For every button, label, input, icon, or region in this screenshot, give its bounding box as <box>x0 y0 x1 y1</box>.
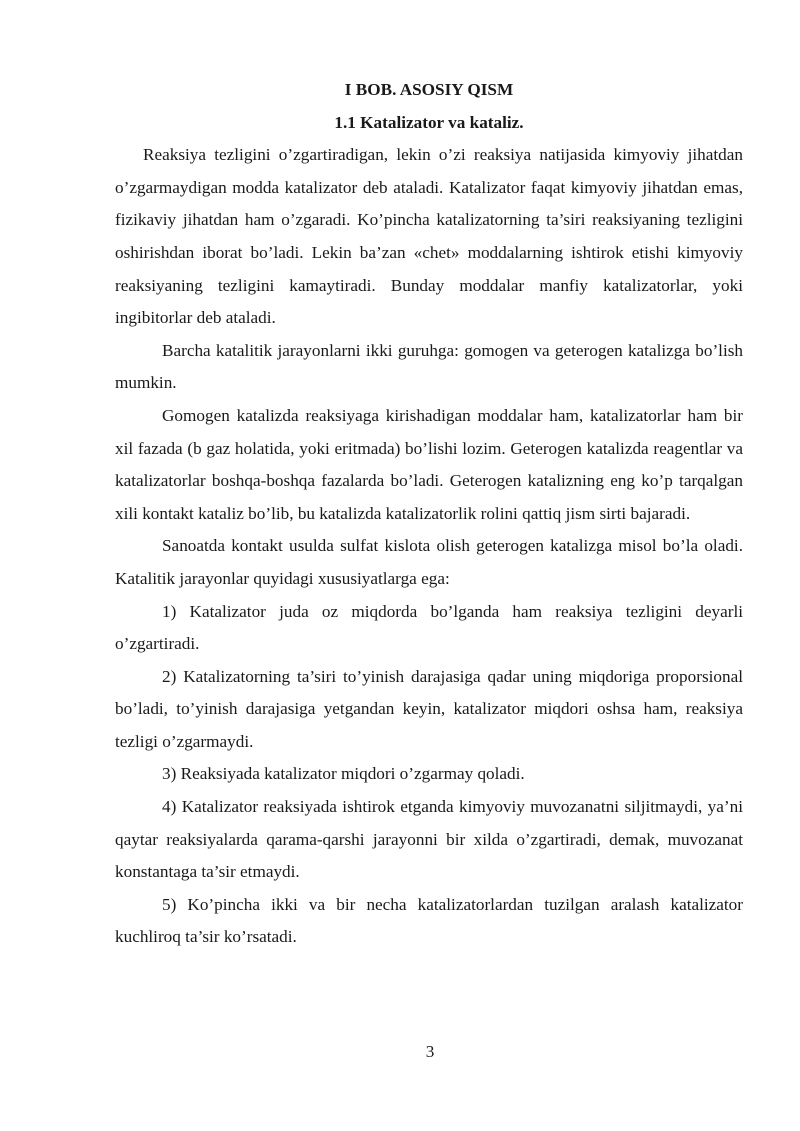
page-number: 3 <box>425 1042 435 1061</box>
list-item-property-5: 5) Ko’pincha ikki va bir necha katalizatorlardan tuzilgan aralash katalizator kuchliroq ta’sir ko’rsatadi. <box>115 894 743 947</box>
section-title: 1.1 Katalizator va kataliz. <box>334 112 524 132</box>
list-item-property-4: 4) Katalizator reaksiyada ishtirok etganda kimyoviy muvozanatni siljitmaydi, ya’ni qaytar reaksiyalarda qarama-qarshi jarayonni bir xilda o’zgartiradi, demak, muvozanat konstantaga ta’sir etmaydi. <box>115 797 743 882</box>
list-item-property-1: 1) Katalizator juda oz miqdorda bo’lganda ham reaksiya tezligini deyarli o’zgartiradi. <box>115 601 743 654</box>
page-content <box>115 74 743 954</box>
paragraph-catalysis-types: Barcha katalitik jarayonlarni ikki guruhga: gomogen va geterogen katalizga bo’lish mumkin. <box>115 340 743 393</box>
list-item-property-3: 3) Reaksiyada katalizator miqdori o’zgarmay qoladi. <box>162 764 525 784</box>
paragraph-homogeneous-heterogeneous: Gomogen katalizda reaksiyaga kirishadigan moddalar ham, katalizatorlar ham bir xil fazada (b gaz holatida, yoki eritmada) bo’lishi lozim. Geterogen katalizda reagentlar va katalizatorlar boshqa-boshqa fazalarda bo’ladi. Geterogen katalizning eng ko’p tarqalgan xili kontakt kataliz bo’lib, bu katalizda katalizatorlik rolini qattiq jism sirti bajaradi. <box>115 405 743 523</box>
paragraph-sulfuric-acid-example: Sanoatda kontakt usulda sulfat kislota olish geterogen katalizga misol bo’la oladi. Katalitik jarayonlar quyidagi xususiyatlarga ega: <box>115 536 743 588</box>
chapter-title: I BOB. ASOSIY QISM <box>344 80 514 99</box>
list-item-property-2: 2) Katalizatorning ta’siri to’yinish darajasiga qadar uning miqdoriga proporsional bo’ladi, to’yinish darajasiga yetgandan keyin, katalizator miqdori oshsa ham, reaksiya tezligi o’zgarmaydi. <box>115 666 743 751</box>
paragraph-catalyst-definition: Reaksiya tezligini o’zgartiradigan, lekin o’zi reaksiya natijasida kimyoviy jihatdan o’zgarmaydigan modda katalizator deb ataladi. Katalizator faqat kimyoviy jihatdan emas, fizikaviy jihatdan ham o’zgaradi. Ko’pincha katalizatorning ta’siri reaksiyaning tezligini oshirishdan iborat bo’ladi. Lekin ba’zan «chet» moddalarning ishtirok etishi kimyoviy reaksiyaning tezligini kamaytiradi. Bunday moddalar manfiy katalizatorlar, yoki ingibitorlar deb ataladi. <box>115 145 743 328</box>
